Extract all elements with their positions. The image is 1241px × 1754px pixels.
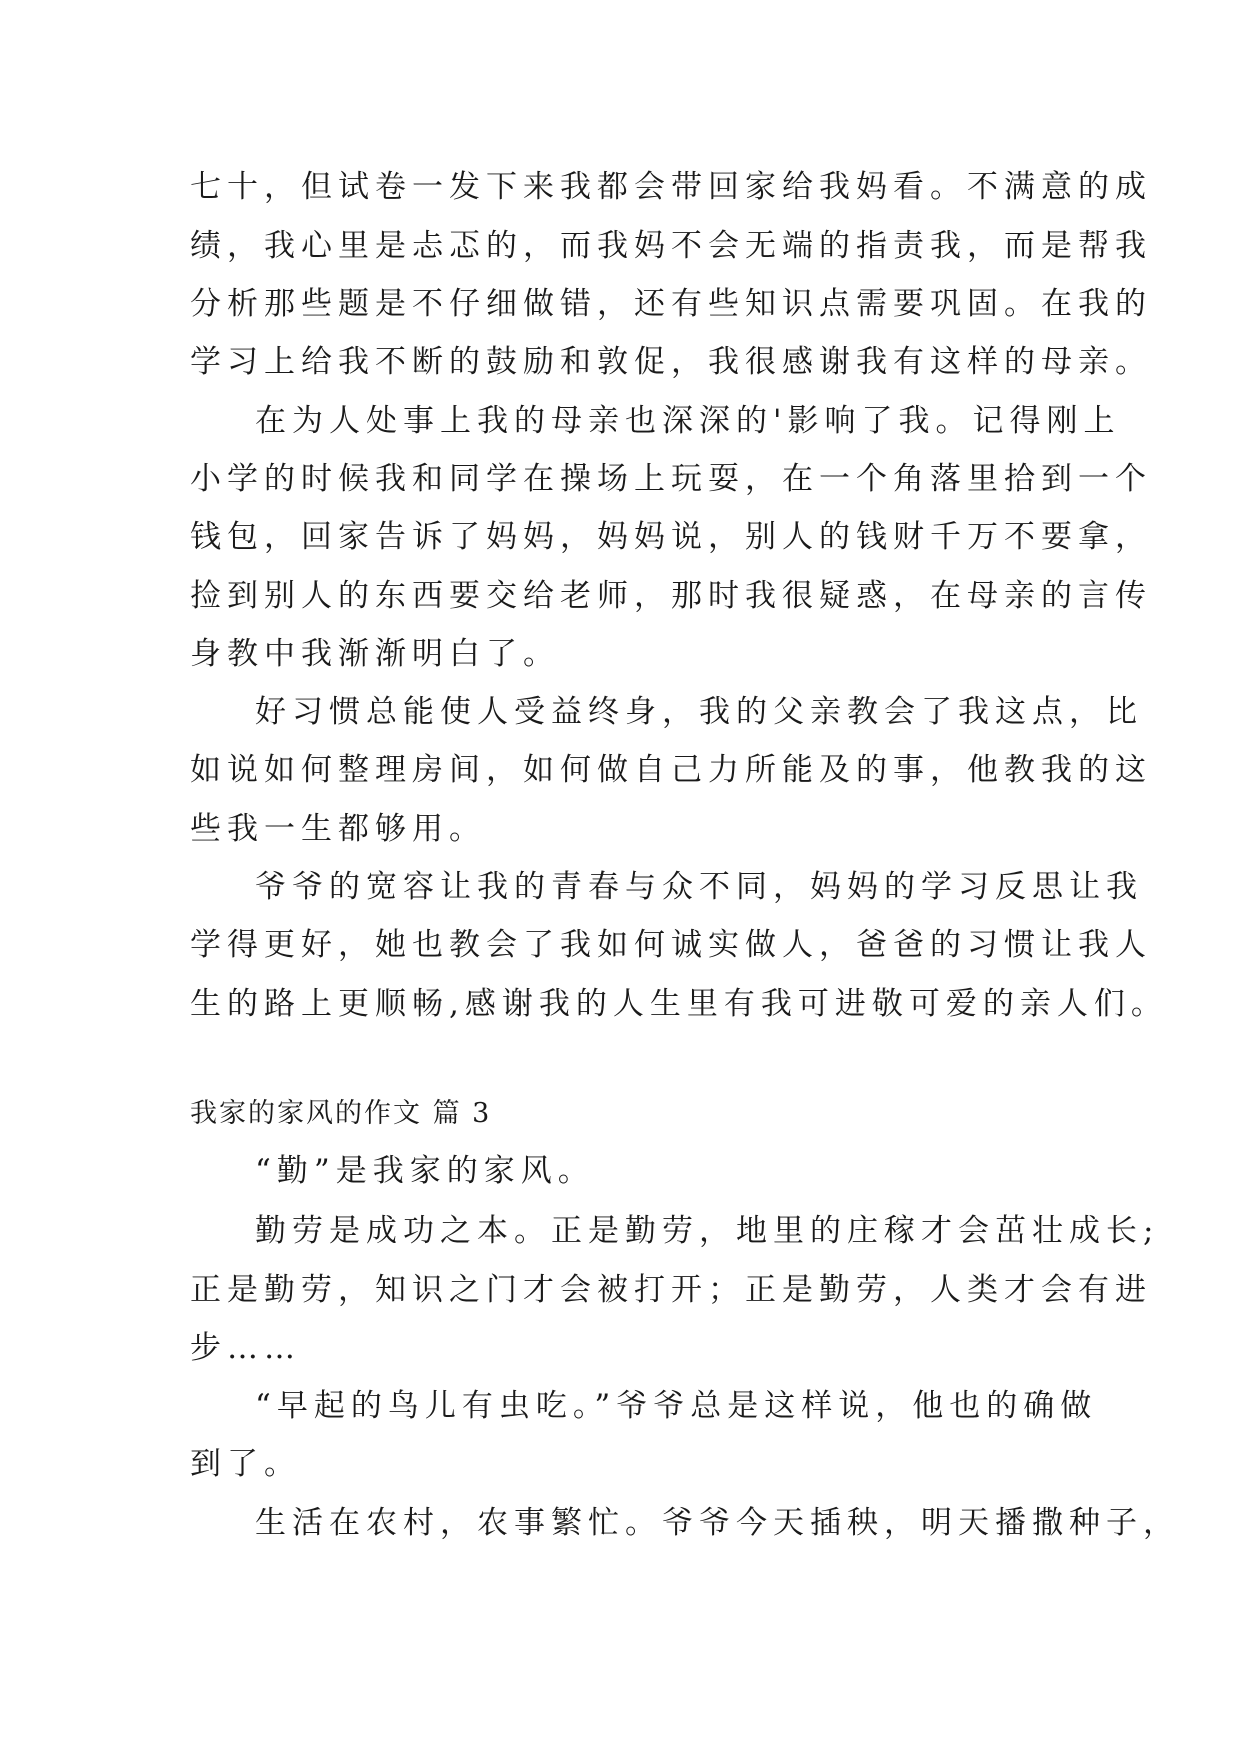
- text-line: 在为人处事上我的母亲也深深的'影响了我。记得刚上: [255, 403, 1121, 439]
- text-line: 钱包，回家告诉了妈妈，妈妈说，别人的钱财千万不要拿，: [190, 519, 1152, 555]
- text-line: 七十，但试卷一发下来我都会带回家给我妈看。不满意的成: [190, 169, 1152, 205]
- text-line: 分析那些题是不仔细做错，还有些知识点需要巩固。在我的: [190, 286, 1152, 322]
- text-line: 些我一生都够用。: [190, 811, 486, 847]
- text-line: 捡到别人的东西要交给老师，那时我很疑惑，在母亲的言传: [190, 578, 1152, 614]
- text-line: 生的路上更顺畅,感谢我的人生里有我可进敬可爱的亲人们。: [190, 986, 1168, 1022]
- text-line: 好习惯总能使人受益终身，我的父亲教会了我这点，比: [255, 694, 1143, 730]
- text-line: 爷爷的宽容让我的青春与众不同，妈妈的学习反思让我: [255, 869, 1143, 905]
- section-heading: 我家的家风的作文 篇 3: [190, 1098, 492, 1129]
- text-line: 学得更好，她也教会了我如何诚实做人，爸爸的习惯让我人: [190, 927, 1152, 963]
- text-line: 小学的时候我和同学在操场上玩耍，在一个角落里拾到一个: [190, 461, 1152, 497]
- text-line: 正是勤劳，知识之门才会被打开；正是勤劳，人类才会有进: [190, 1272, 1152, 1308]
- text-line: “早起的鸟儿有虫吃。”爷爷总是这样说，他也的确做: [255, 1388, 1098, 1424]
- text-line: 生活在农村，农事繁忙。爷爷今天插秧，明天播撒种子，: [255, 1505, 1180, 1541]
- text-line: 绩，我心里是忐忑的，而我妈不会无端的指责我，而是帮我: [190, 228, 1152, 264]
- text-line: “勤”是我家的家风。: [255, 1153, 595, 1189]
- text-line: 如说如何整理房间，如何做自己力所能及的事，他教我的这: [190, 752, 1152, 788]
- text-line: 身教中我渐渐明白了。: [190, 636, 560, 672]
- text-line: 学习上给我不断的鼓励和敦促，我很感谢我有这样的母亲。: [190, 344, 1152, 380]
- text-line: 步……: [190, 1330, 301, 1366]
- text-line: 勤劳是成功之本。正是勤劳，地里的庄稼才会茁壮成长;: [255, 1213, 1160, 1249]
- text-line: 到了。: [190, 1446, 301, 1482]
